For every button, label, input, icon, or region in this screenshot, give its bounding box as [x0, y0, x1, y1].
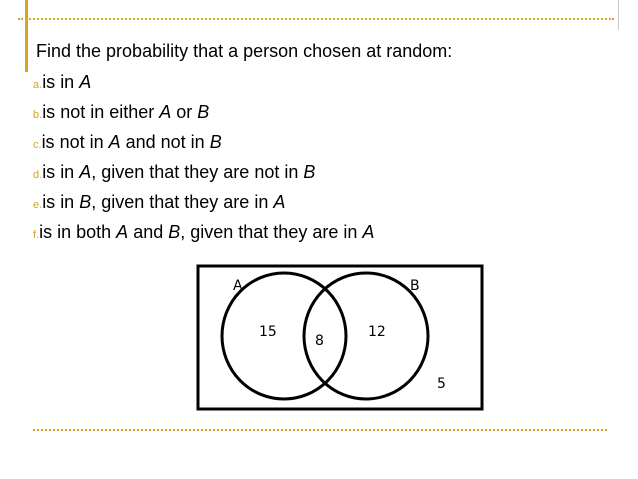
- only-a-count: 15: [259, 324, 277, 340]
- question-text: is in both A and B, given that they are in A: [39, 222, 375, 242]
- question-text: is not in either A or B: [42, 102, 210, 122]
- question-text: is in A: [42, 72, 92, 92]
- only-b-count: 12: [368, 324, 386, 340]
- question-letter: d.: [33, 169, 43, 181]
- question-text: is in A, given that they are not in B: [42, 162, 316, 182]
- question-letter: c.: [33, 139, 42, 151]
- set-b-label: B: [410, 278, 420, 294]
- question-letter: f.: [33, 229, 40, 241]
- question-letter: e.: [33, 199, 43, 211]
- neither-count: 5: [437, 376, 446, 392]
- question-letter: b.: [33, 109, 43, 121]
- question-text: is not in A and not in B: [41, 132, 222, 152]
- slide-title: Find the probability that a person chosen at random:: [36, 41, 453, 61]
- bottom-divider: [33, 429, 607, 431]
- question-text: is in B, given that they are in A: [42, 192, 286, 212]
- set-a-label: A: [233, 278, 243, 294]
- question-letter: a.: [33, 79, 43, 91]
- both-count: 8: [315, 333, 324, 349]
